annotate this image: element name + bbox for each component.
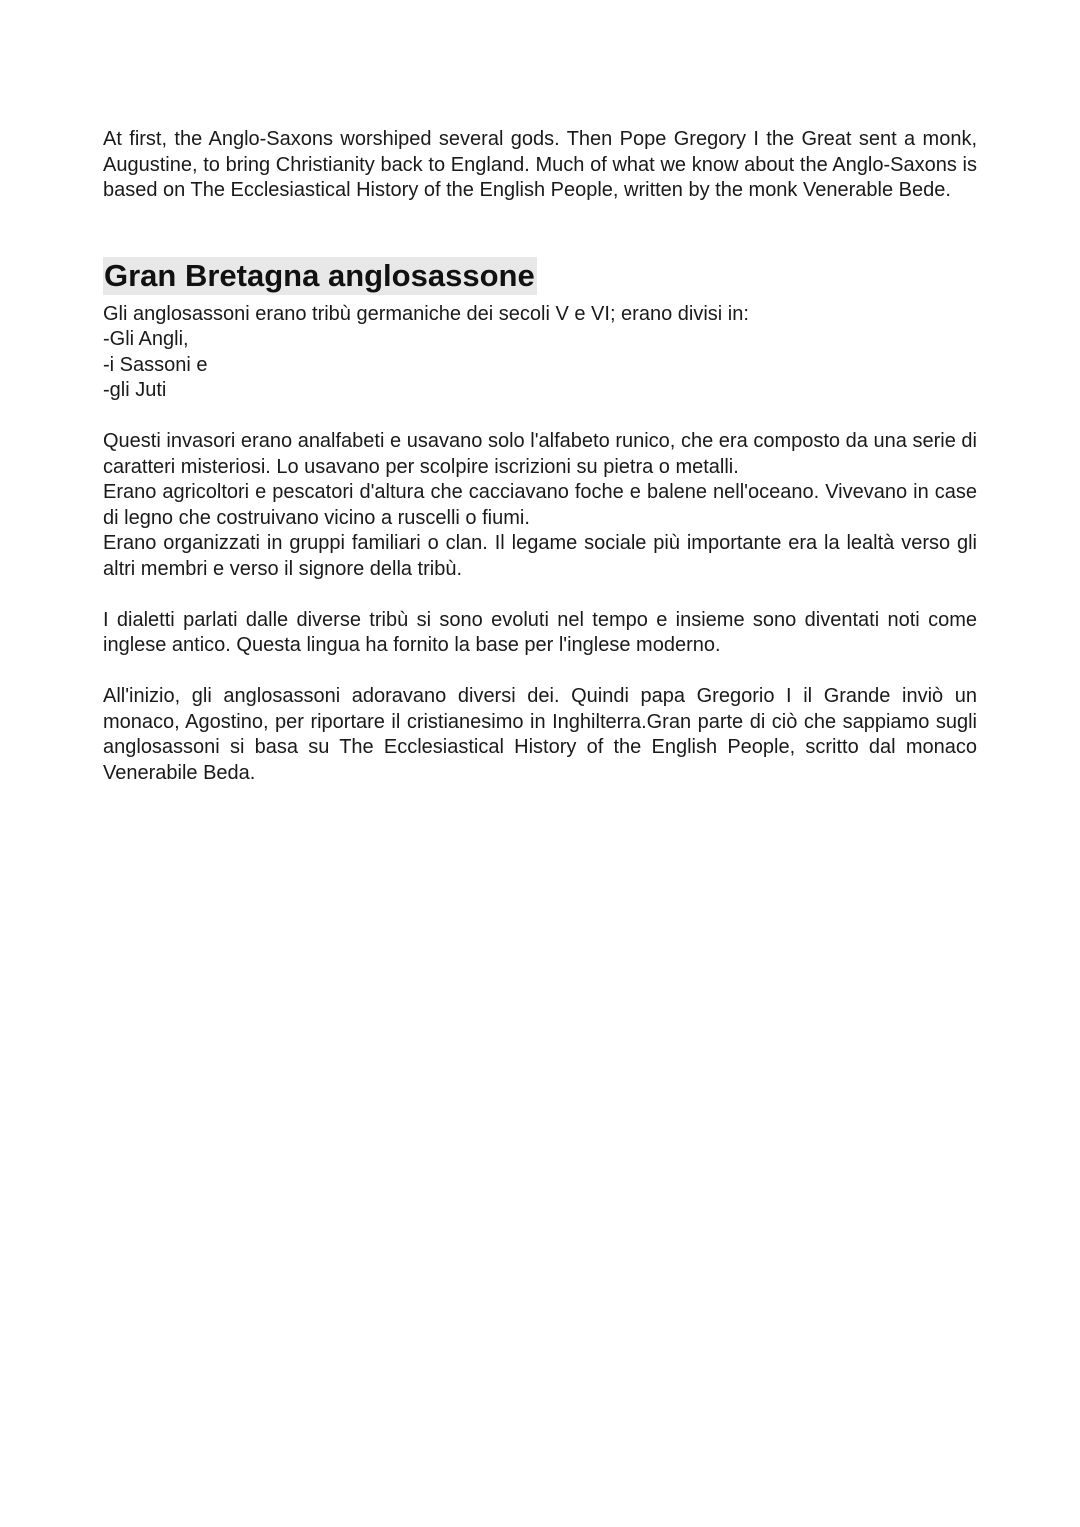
paragraph-clans: Erano organizzati in gruppi familiari o clan. Il legame sociale più importante era la lealtà verso gli altri membri e verso il signore della tribù. (103, 532, 977, 580)
tribes-list (103, 327, 977, 404)
section-intro: Gli anglosassoni erano tribù germaniche dei secoli V e VI; erano divisi in: (103, 302, 749, 325)
section-heading-wrap (103, 257, 977, 302)
document-page (103, 127, 977, 786)
paragraph-farmers: Erano agricoltori e pescatori d'altura che cacciavano foche e balene nell'oceano. Vivevano in case di legno che costruivano vicino a ruscelli o fiumi. (103, 481, 977, 529)
list-item: -i Sassoni e (103, 353, 208, 376)
english-paragraph: At first, the Anglo-Saxons worshiped several gods. Then Pope Gregory I the Great sent a monk, Augustine, to bring Christianity back to England. Much of what we know about the Anglo-Saxons is based on The Ecclesiastical History of the English People, written by the monk Venerable Bede. (103, 128, 977, 201)
paragraph-runic: Questi invasori erano analfabeti e usavano solo l'alfabeto runico, che era composto da una serie di caratteri misteriosi. Lo usavano per scolpire iscrizioni su pietra o metalli. (103, 430, 977, 478)
list-item: -gli Juti (103, 379, 167, 401)
spacer (103, 582, 977, 608)
paragraph-dialects: I dialetti parlati dalle diverse tribù si sono evoluti nel tempo e insieme sono diventati noti come inglese antico. Questa lingua ha fornito la base per l'inglese moderno. (103, 608, 977, 656)
list-item: -Gli Angli, (103, 328, 189, 350)
spacer (103, 659, 977, 685)
paragraph-religion: All'inizio, gli anglosassoni adoravano diversi dei. Quindi papa Gregorio I il Grande inviò un monaco, Agostino, per riportare il cristianesimo in Inghilterra.Gran parte di ciò che sappiamo sugli anglosassoni si basa su The Ecclesiastical History of the English People, scritto dal monaco Venerabile Beda. (103, 685, 977, 784)
section-title: Gran Bretagna anglosassone (104, 257, 535, 293)
spacer (103, 404, 977, 430)
